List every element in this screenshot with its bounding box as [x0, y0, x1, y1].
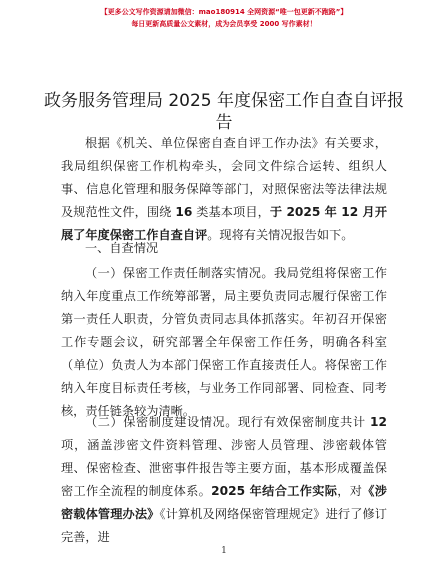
page-number: 1 — [221, 546, 227, 556]
intro-paragraph — [61, 132, 387, 247]
para2-text-3: ，对 — [337, 484, 363, 498]
promo-banner — [0, 6, 448, 30]
para2-count: 12 — [370, 415, 387, 429]
paragraph-system-building — [61, 411, 387, 549]
intro-text-1: 根据《机关、单位保密自查自评工作办法》有关要求，我局组织保密工作机构牵头，会同文件综合运转、组织人事、信息化管理和服务保障等部门，对照保密法等法律法规及规范性文件，围绕 — [61, 136, 387, 219]
para2-year-highlight: 2025 年结合工作实际 — [211, 484, 338, 498]
intro-date-highlight: 于 2025 年 12 月开展了年度保密工作自查自评 — [61, 205, 388, 242]
para2-text-2: 项，涵盖涉密文件资料管理、涉密人员管理、涉密载体管理、保密检查、泄密事件报告等主要方面，基本形成覆盖保密工作全流程的制度体系。 — [61, 438, 387, 498]
promo-banner-line-1: 【更多公文写作资源请加微信：mao180914 全网资源“唯一包更新不跑路”】 — [100, 8, 348, 16]
promo-banner-line-2: 每日更新高质量公文素材，成为会员享受 2000 写作素材！ — [131, 20, 317, 28]
para2-text-4: 《计算机及网络保密管理规定》进行了修订完善，进 — [61, 507, 387, 544]
intro-count: 16 — [175, 205, 193, 219]
para2-text-1: （二）保密制度建设情况。现行有效保密制度共计 — [85, 415, 371, 429]
paragraph-responsibility: （一）保密工作责任制落实情况。我局党组将保密工作纳入年度重点工作统筹部署，局主要负责同志履行保密工作第一责任人职责，分管负责同志具体抓落实。年初召开保密工作专题会议，研究部署全年保密工作任务，明确各科室（单位）负责人为本部门保密工作直接责任人。将保密工作纳入年度目标责任考核，与业务工作同部署、同检查、同考核，责任链条较为清晰。 — [61, 266, 387, 418]
intro-text-3: 。现将有关情况报告如下。 — [207, 228, 354, 242]
para2-doc-highlight: 《涉密载体管理办法》 — [61, 484, 387, 521]
intro-text-2: 类基本项目， — [192, 205, 270, 219]
section-heading-self-check: 一、自查情况 — [85, 241, 159, 255]
document-title: 政务服务管理局 2025 年度保密工作自查自评报告 — [43, 91, 405, 133]
